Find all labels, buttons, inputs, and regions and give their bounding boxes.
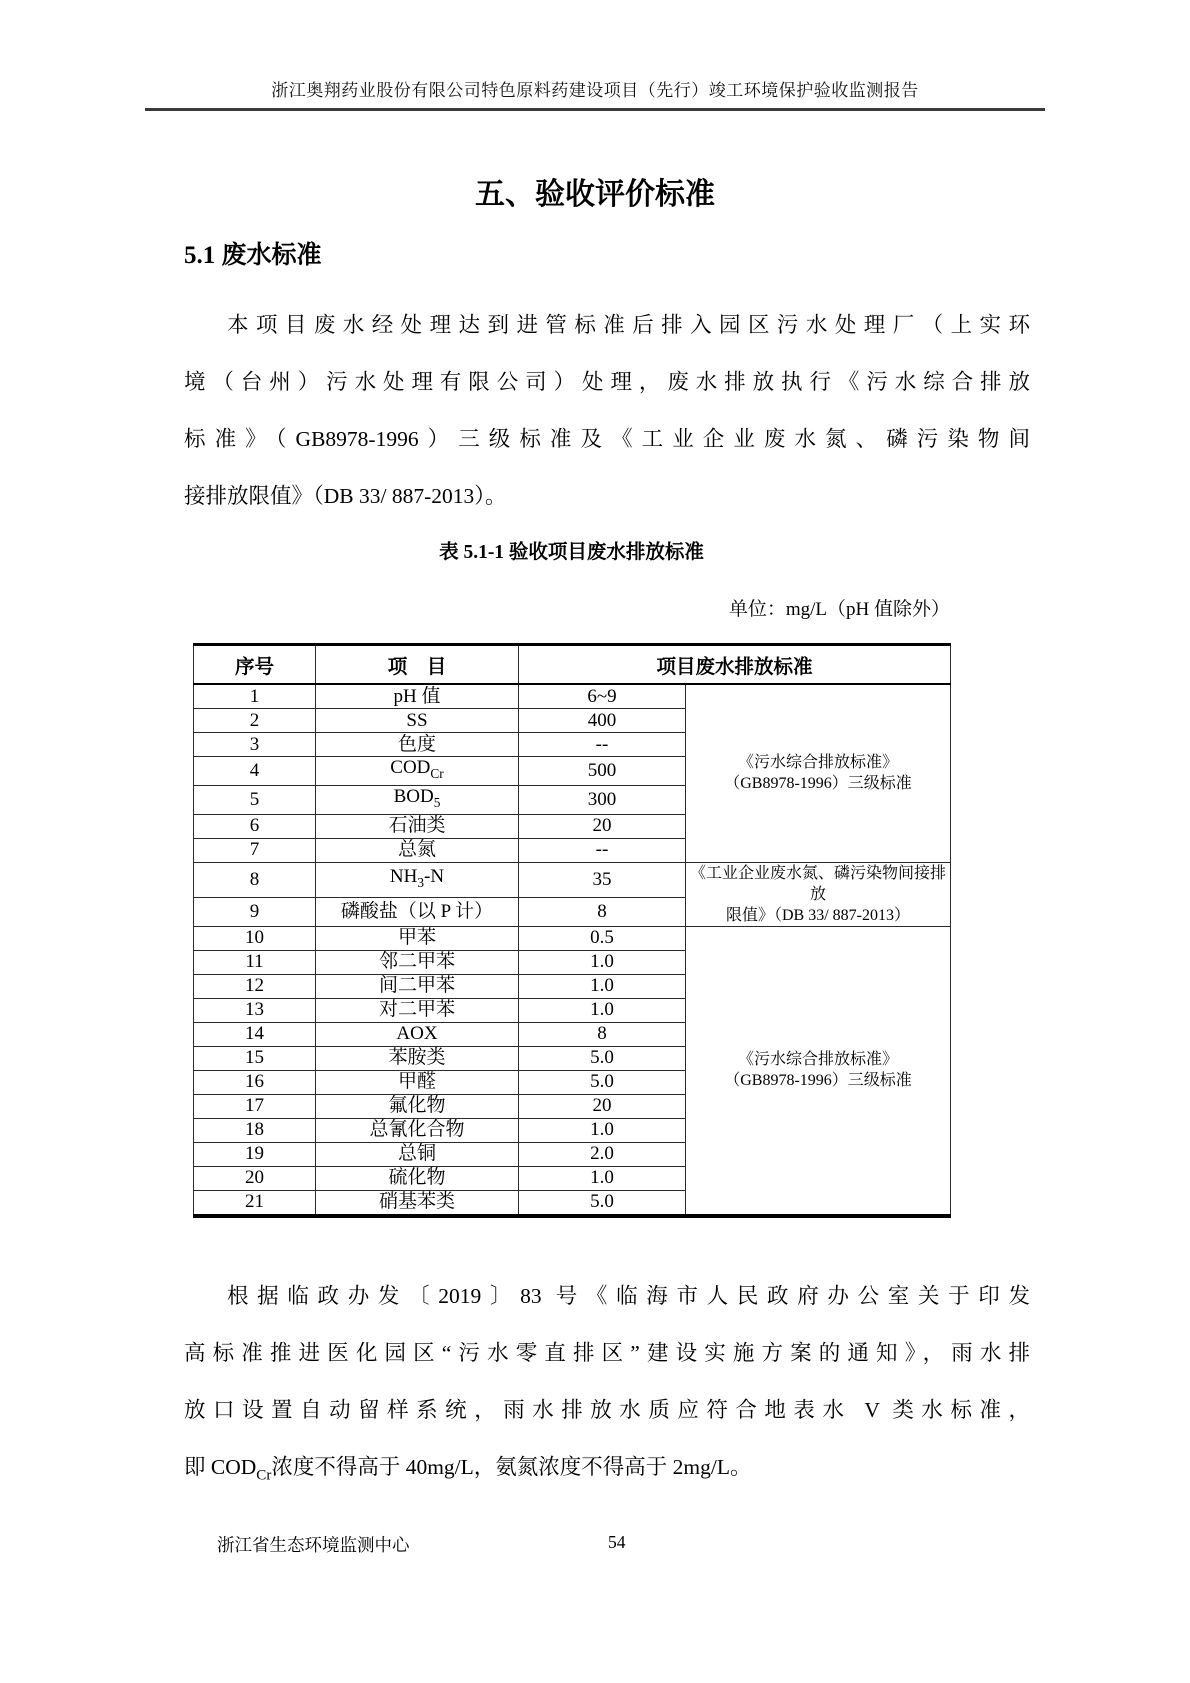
cell-value: 2.0 (519, 1142, 686, 1166)
cell-no: 21 (194, 1190, 316, 1216)
cell-value: 5.0 (519, 1046, 686, 1070)
section-heading: 5.1 废水标准 (184, 242, 322, 269)
cell-value: 20 (519, 1094, 686, 1118)
cell-item: 苯胺类 (316, 1046, 519, 1070)
cell-no: 15 (194, 1046, 316, 1070)
cell-value: 5.0 (519, 1190, 686, 1216)
cell-no: 1 (194, 684, 316, 709)
cell-item: 石油类 (316, 814, 519, 838)
cell-no: 13 (194, 998, 316, 1022)
cell-item: SS (316, 709, 519, 733)
cell-value: -- (519, 838, 686, 862)
cell-value: 35 (519, 862, 686, 897)
cell-item: 对二甲苯 (316, 998, 519, 1022)
cell-item: $BOD_5$ (316, 785, 519, 814)
cell-value: 0.5 (519, 926, 686, 950)
cell-item: 甲苯 (316, 926, 519, 950)
cell-value: 1.0 (519, 950, 686, 974)
cell-value: -- (519, 733, 686, 757)
table-header-row (194, 645, 951, 685)
cell-item: 总铜 (316, 1142, 519, 1166)
cell-no: 20 (194, 1166, 316, 1190)
text-line: 放口设置自动留样系统，雨水排放水质应符合地表水 V 类水标准， (184, 1397, 1030, 1422)
page-title: 五、验收评价标准 (475, 178, 715, 211)
cell-value: 1.0 (519, 998, 686, 1022)
cell-item: AOX (316, 1022, 519, 1046)
wastewater-standards-table (193, 643, 951, 1218)
cell-item: 色度 (316, 733, 519, 757)
cell-value: 20 (519, 814, 686, 838)
page-number: 54 (608, 1532, 626, 1552)
cell-item: $COD_{Cr}$ (316, 757, 519, 786)
table-caption: 表 5.1-1 验收项目废水排放标准 (439, 542, 704, 563)
cell-standard: 《工业企业废水氮、磷污染物间接排放 限值》（DB 33/ 887-2013） (686, 862, 951, 926)
cell-item: $NH_3-N$ (316, 862, 519, 897)
header-standard: 项目废水排放标准 (519, 645, 951, 685)
cell-no: 6 (194, 814, 316, 838)
cell-no: 7 (194, 838, 316, 862)
cell-no: 14 (194, 1022, 316, 1046)
footer-organization: 浙江省生态环境监测中心 (217, 1535, 410, 1555)
cell-item: 硫化物 (316, 1166, 519, 1190)
cell-no: 2 (194, 709, 316, 733)
cell-item: pH 值 (316, 684, 519, 709)
header-no: 序号 (194, 645, 316, 685)
page-content (0, 239, 1190, 1504)
cell-value: 1.0 (519, 974, 686, 998)
table-row (194, 862, 951, 897)
cell-value: 400 (519, 709, 686, 733)
unit-note: 单位：mg/L（pH 值除外） (728, 599, 950, 620)
running-header: 浙江奥翔药业股份有限公司特色原料药建设项目（先行）竣工环境保护验收监测报告 (271, 81, 919, 100)
cell-no: 8 (194, 862, 316, 897)
table-row (194, 926, 951, 950)
text-line: 高标准推进医化园区“污水零直排区”建设实施方案的通知》，雨水排 (184, 1340, 1030, 1365)
cell-no: 10 (194, 926, 316, 950)
cell-no: 4 (194, 757, 316, 786)
cell-no: 18 (194, 1118, 316, 1142)
header-item: 项 目 (316, 645, 519, 685)
text-line: 标准》（GB8978-1996）三级标准及《工业企业废水氮、磷污染物间 (184, 427, 1030, 451)
text-line: 根据临政办发〔2019〕83 号《临海市人民政府办公室关于印发 (227, 1283, 1030, 1308)
paragraph-rainwater (184, 1268, 1030, 1504)
cell-item: 总氮 (316, 838, 519, 862)
cell-standard: 《污水综合排放标准》 （GB8978-1996）三级标准 (686, 926, 951, 1216)
text-line: 境（台州）污水处理有限公司）处理，废水排放执行《污水综合排放 (184, 370, 1030, 394)
cell-no: 11 (194, 950, 316, 974)
text-line: 接排放限值》（DB 33/ 887-2013）。 (184, 484, 507, 508)
cell-no: 19 (194, 1142, 316, 1166)
cell-value: 1.0 (519, 1166, 686, 1190)
cell-no: 12 (194, 974, 316, 998)
cell-no: 9 (194, 897, 316, 926)
cell-value: 6~9 (519, 684, 686, 709)
cell-value: 8 (519, 1022, 686, 1046)
header-divider (145, 108, 1045, 111)
cell-item: 间二甲苯 (316, 974, 519, 998)
cell-value: 500 (519, 757, 686, 786)
cell-no: 5 (194, 785, 316, 814)
cell-no: 17 (194, 1094, 316, 1118)
cell-no: 3 (194, 733, 316, 757)
cell-item: 磷酸盐（以 P 计） (316, 897, 519, 926)
cell-item: 硝基苯类 (316, 1190, 519, 1216)
cell-value: 1.0 (519, 1118, 686, 1142)
cell-item: 氟化物 (316, 1094, 519, 1118)
cell-item: 总氰化合物 (316, 1118, 519, 1142)
cell-item: 邻二甲苯 (316, 950, 519, 974)
text-line: 即 $COD_{Cr}$浓度不得高于 40mg/L，氨氮浓度不得高于 2mg/L。 (184, 1454, 752, 1483)
cell-value: 8 (519, 897, 686, 926)
paragraph-intro (184, 297, 1030, 525)
cell-value: 5.0 (519, 1070, 686, 1094)
cell-no: 16 (194, 1070, 316, 1094)
cell-standard: 《污水综合排放标准》 （GB8978-1996）三级标准 (686, 684, 951, 862)
cell-value: 300 (519, 785, 686, 814)
table-row (194, 684, 951, 709)
cell-item: 甲醛 (316, 1070, 519, 1094)
text-line: 本项目废水经处理达到进管标准后排入园区污水处理厂（上实环 (227, 313, 1030, 337)
